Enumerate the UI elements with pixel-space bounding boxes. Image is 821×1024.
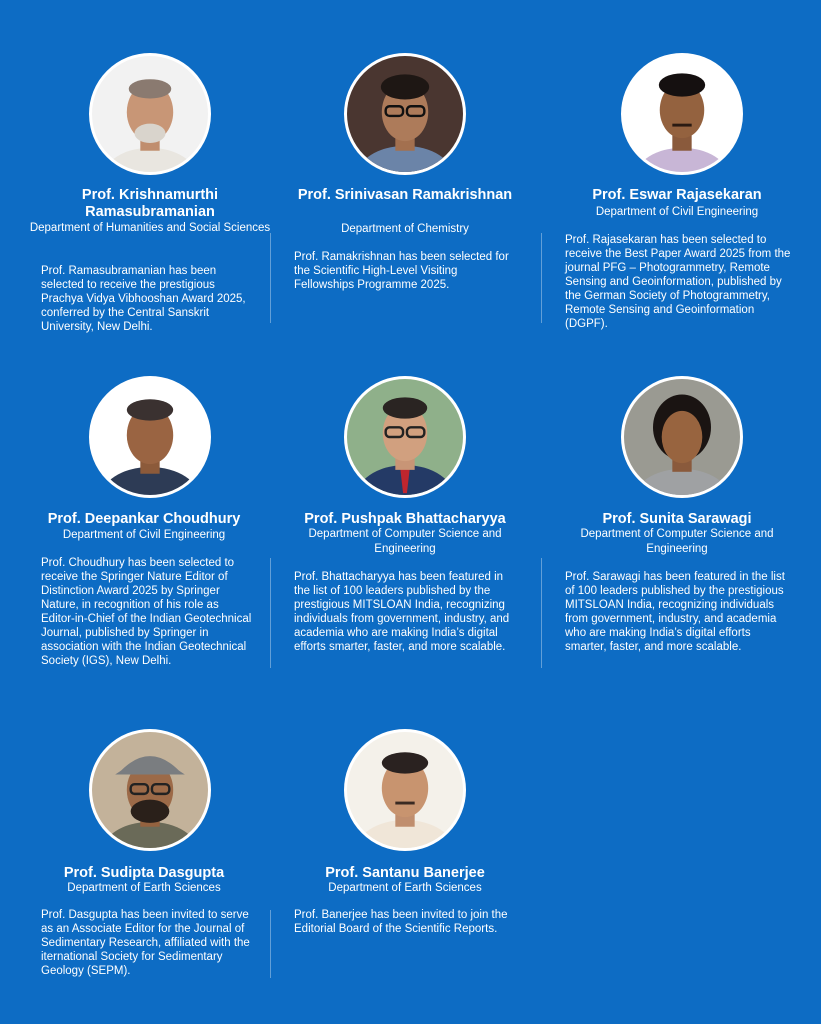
- portrait-srinivasan-ramakrishnan: [344, 53, 466, 175]
- portrait-pushpak-bhattacharyya: [344, 376, 466, 498]
- portrait-eswar-rajasekaran: [621, 53, 743, 175]
- portrait-santanu-banerjee: [344, 729, 466, 851]
- portrait-sunita-sarawagi: [621, 376, 743, 498]
- person-description: Prof. Sarawagi has been featured in the list of 100 leaders published by the prestigious MITSLOAN India, recognizing individuals from government, industry, and academia who are making India’s digital efforts smarter, faster, and more scalable.: [565, 571, 785, 653]
- person-name: Prof. Srinivasan Ramakrishnan: [297, 187, 513, 203]
- person-description: Prof. Ramasubramanian has been selected to receive the prestigious Prachya Vidya Vibhooshan Award 2025, conferred by the Central Sanskrit University, New Delhi.: [41, 265, 246, 333]
- column-divider: [541, 558, 542, 668]
- person-description: Prof. Choudhury has been selected to receive the Springer Nature Editor of Distinction Award 2025 by Springer Nature, in recognition of his role as Editor-in-Chief of the Indian Geotechnical Journal, published by Springer in association with the Indian Geotechnical Society (IGS), New Delhi.: [41, 557, 252, 667]
- person-name: Prof. Deepankar Choudhury: [47, 511, 241, 527]
- person-name: Prof. Pushpak Bhattacharyya: [304, 511, 506, 527]
- column-divider: [541, 233, 542, 323]
- portrait-deepankar-choudhury: [89, 376, 211, 498]
- person-department: Department of Computer Science and Engineering: [580, 528, 774, 555]
- person-name: Prof. Sudipta Dasgupta: [63, 865, 225, 881]
- person-department: Department of Civil Engineering: [595, 206, 759, 218]
- column-divider: [270, 233, 271, 323]
- portrait-sudipta-dasgupta: [89, 729, 211, 851]
- person-description: Prof. Bhattacharyya has been featured in the list of 100 leaders published by the prestigious MITSLOAN India, recognizing individuals from government, industry, and academia who are making India’s digital efforts smarter, faster, and more scalable.: [294, 571, 510, 653]
- portrait-krishnamurthi-ramasubramanian: [89, 53, 211, 175]
- person-department: Department of Chemistry: [341, 223, 469, 235]
- person-description: Prof. Ramakrishnan has been selected for the Scientific High-Level Visiting Fellowships Programme 2025.: [294, 251, 509, 291]
- person-department: Department of Earth Sciences: [67, 882, 221, 894]
- person-name: Prof. Sunita Sarawagi: [602, 511, 752, 527]
- person-description: Prof. Dasgupta has been invited to serve as an Associate Editor for the Journal of Sedimentary Research, affiliated with the iternational Society for Sedimentary Geology (SEPM).: [41, 909, 250, 977]
- person-description: Prof. Banerjee has been invited to join the Editorial Board of the Scientific Reports.: [294, 909, 508, 935]
- person-name: Prof. Krishnamurthi Ramasubramanian: [81, 187, 219, 220]
- person-description: Prof. Rajasekaran has been selected to receive the Best Paper Award 2025 from the journal PFG – Photogrammetry, Remote Sensing and Geoinformation, published by the German Society of Photogrammetry, Remote Sensing and Geoinformation (DGPF).: [565, 234, 791, 330]
- person-department: Department of Civil Engineering: [62, 529, 226, 541]
- person-department: Department of Computer Science and Engineering: [308, 528, 502, 555]
- person-department: Department of Humanities and Social Sciences: [29, 222, 271, 234]
- person-name: Prof. Santanu Banerjee: [325, 865, 485, 881]
- person-department: Department of Earth Sciences: [328, 882, 482, 894]
- person-name: Prof. Eswar Rajasekaran: [592, 187, 762, 203]
- column-divider: [270, 558, 271, 668]
- column-divider: [270, 910, 271, 978]
